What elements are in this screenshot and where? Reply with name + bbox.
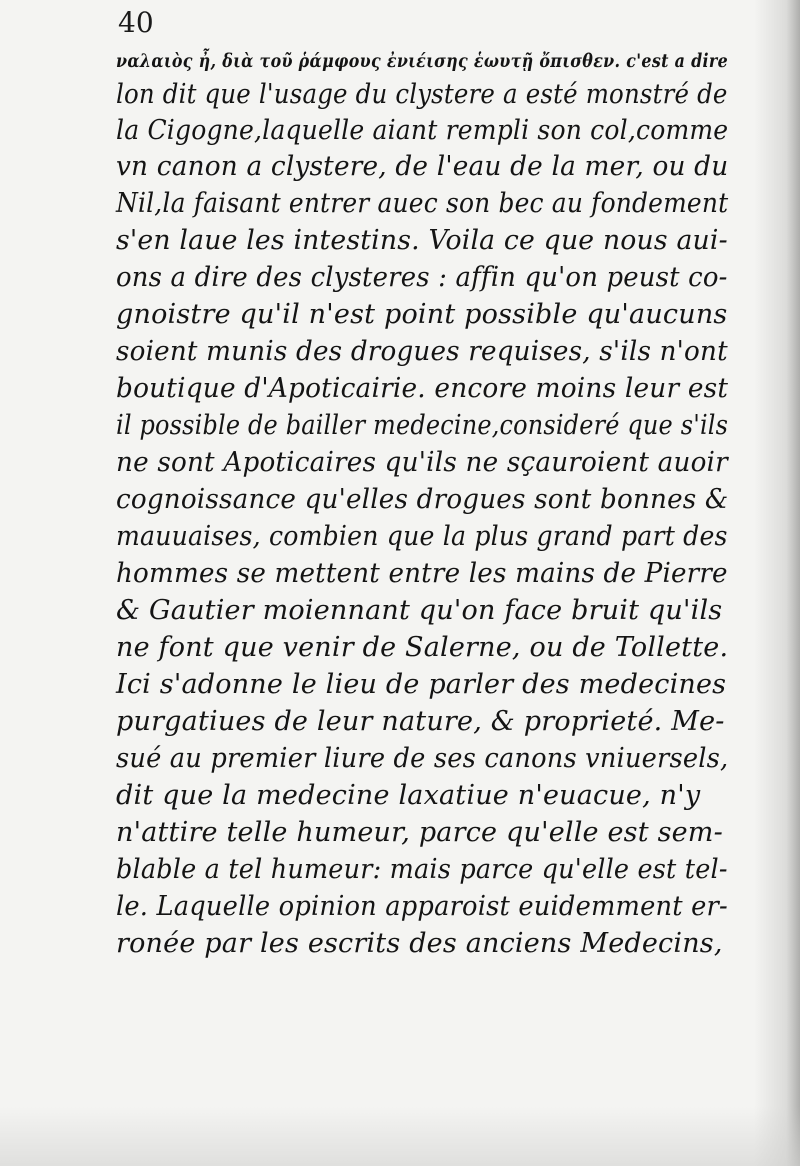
text-line: Nil,la faisant entrer auec son bec au fondement [116, 188, 729, 219]
text-line: & Gautier moiennant qu'on face bruit qu'ils [116, 595, 723, 626]
text-line: ναλαιὸς ἦ, διὰ τοῦ ῥάμφους ἐνιέισης ἑωυτῇ ὄπισθεν. c'est a dire [116, 50, 728, 72]
text-line: boutique d'Apoticairie. encore moins leur est [116, 373, 729, 404]
text-line: s'en laue les intestins. Voila ce que nous aui- [116, 225, 728, 256]
text-line: sué au premier liure de ses canons vniuersels, [116, 743, 729, 774]
text-line: ons a dire des clysteres : affin qu'on peust co- [116, 262, 728, 293]
text-line: le. Laquelle opinion apparoist euidemment er- [116, 891, 728, 922]
text-line: mauuaises, combien que la plus grand part des [116, 521, 728, 552]
text-line: ne font que venir de Salerne, ou de Tollette. [116, 632, 729, 663]
text-line: soient munis des drogues requises, s'ils n'ont [116, 336, 728, 367]
text-line: hommes se mettent entre les mains de Pierre [116, 558, 728, 589]
page-gutter-shadow [754, 0, 800, 1166]
page-number: 40 [118, 6, 154, 39]
text-line: lon dit que l'usage du clystere a esté monstré de [116, 79, 728, 110]
text-line: gnoistre qu'il n'est point possible qu'aucuns [116, 299, 728, 330]
text-line: n'attire telle humeur, parce qu'elle est sem- [116, 817, 723, 848]
text-line: dit que la medecine laxatiue n'euacue, n'y [116, 780, 701, 811]
text-line: ne sont Apoticaires qu'ils ne sçauroient auoir [116, 447, 728, 478]
text-line: vn canon a clystere, de l'eau de la mer, ou du [116, 151, 729, 182]
text-line: purgatiues de leur nature, & proprieté. Me- [116, 706, 725, 737]
text-line: Ici s'adonne le lieu de parler des medecines [116, 669, 727, 700]
page-bottom-shadow [0, 1106, 800, 1166]
text-line: ronée par les escrits des anciens Medecins, [116, 928, 723, 959]
text-line: il possible de bailler medecine,consideré que s'ils [116, 410, 729, 441]
text-line: cognoissance qu'elles drogues sont bonnes & [116, 484, 729, 515]
text-line: blable a tel humeur: mais parce qu'elle est tel- [116, 854, 728, 885]
text-line: la Cigogne,laquelle aiant rempli son col,comme [116, 115, 729, 146]
